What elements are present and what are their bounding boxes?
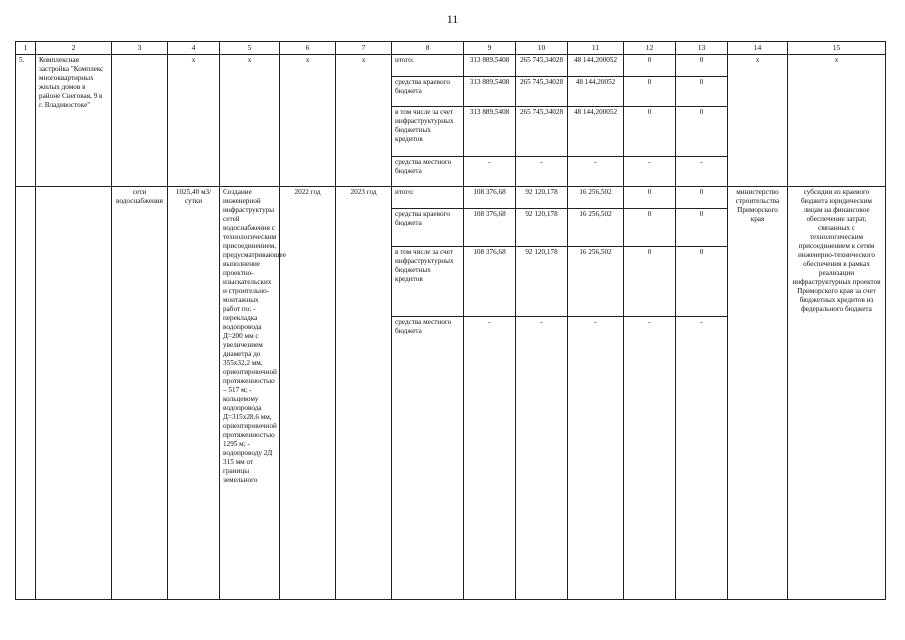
funding-label: в том числе за счет инфраструктурных бюджетных кредитов <box>392 247 464 317</box>
header-cell: 4 <box>168 42 220 55</box>
value-cell: - <box>464 157 516 187</box>
funding-label: в том числе за счет инфраструктурных бюджетных кредитов <box>392 107 464 157</box>
page-number: 11 <box>446 12 459 26</box>
value-cell: 16 256,502 <box>568 209 624 247</box>
value-cell: 0 <box>624 187 676 209</box>
start-year: 2022 год <box>280 187 336 600</box>
value-cell: 16 256,502 <box>568 187 624 209</box>
responsible-party: министерство строительства Приморского края <box>728 187 788 600</box>
end-year: 2023 год <box>336 187 392 600</box>
value-cell: 0 <box>676 247 728 317</box>
cell-x: х <box>220 55 280 187</box>
value-cell: - <box>676 157 728 187</box>
value-cell: 108 376,68 <box>464 247 516 317</box>
cell-x: х <box>280 55 336 187</box>
cell-empty <box>16 187 36 600</box>
header-cell: 15 <box>788 42 886 55</box>
funding-label: средства местного бюджета <box>392 317 464 600</box>
value-cell: - <box>568 157 624 187</box>
value-cell: 48 144,200052 <box>568 107 624 157</box>
value-cell: 108 376,68 <box>464 187 516 209</box>
project-name: Комплексная застройка "Комплекс многоквартирных жилых домов в районе Снеговая, 9 в г. Владивостоке" <box>36 55 112 187</box>
cell-x: х <box>336 55 392 187</box>
value-cell: 108 376,68 <box>464 209 516 247</box>
header-cell: 12 <box>624 42 676 55</box>
value-cell: - <box>516 317 568 600</box>
value-cell: 16 256,502 <box>568 247 624 317</box>
header-cell: 6 <box>280 42 336 55</box>
value-cell: 0 <box>624 107 676 157</box>
value-cell: 265 745,34028 <box>516 107 568 157</box>
value-cell: 313 889,5408 <box>464 107 516 157</box>
object-description: Создание инженерной инфраструктуры сетей водоснабжения с технологическим присоединением, предусматривающее выполнение проектно-изыскательских и строительно-монтажных работ по: - перекладка водопровода Д=200 мм с увеличением диаметра до 355х32,2 мм, ориентировочной протяженностью – 517 м; - кольцевому водопровода Д=315х28,6 мм, ориентировочной протяженностью 1295 м; - водопроводу 2Д 315 мм от границы земельного <box>220 187 280 600</box>
value-cell: 0 <box>676 107 728 157</box>
header-cell: 2 <box>36 42 112 55</box>
value-cell: 0 <box>624 247 676 317</box>
value-cell: 265 745,34028 <box>516 55 568 77</box>
value-cell: 48 144,20052 <box>568 77 624 107</box>
funding-label: средства краевого бюджета <box>392 77 464 107</box>
value-cell: 92 120,178 <box>516 247 568 317</box>
value-cell: 0 <box>624 55 676 77</box>
header-cell: 8 <box>392 42 464 55</box>
cell-x: х <box>788 55 886 187</box>
value-cell: 92 120,178 <box>516 209 568 247</box>
funding-label: средства краевого бюджета <box>392 209 464 247</box>
value-cell: 313 889,5408 <box>464 77 516 107</box>
header-cell: 3 <box>112 42 168 55</box>
budget-table <box>15 41 886 600</box>
cell-x: х <box>728 55 788 187</box>
value-cell: 92 120,178 <box>516 187 568 209</box>
header-cell: 13 <box>676 42 728 55</box>
value-cell: 0 <box>676 55 728 77</box>
funding-purpose: субсидии из краевого бюджета юридическим лицам на финансовое обеспечение затрат, связанных с технологическим присоединением к сетям инженерно-технического обеспечения в рамках реализации инфраструктурных проектов Приморского края за счет бюджетных кредитов из федерального бюджета <box>788 187 886 600</box>
header-cell: 14 <box>728 42 788 55</box>
table-row <box>16 187 886 209</box>
header-cell: 7 <box>336 42 392 55</box>
object-name: сети водоснабжения <box>112 187 168 600</box>
header-cell: 11 <box>568 42 624 55</box>
value-cell: 0 <box>676 209 728 247</box>
cell-empty <box>112 55 168 187</box>
funding-label: итого: <box>392 55 464 77</box>
value-cell: - <box>624 157 676 187</box>
value-cell: 0 <box>624 77 676 107</box>
value-cell: 313 889,5408 <box>464 55 516 77</box>
header-row <box>16 42 886 55</box>
value-cell: 0 <box>676 77 728 107</box>
object-capacity: 1025,40 м3/сутки <box>168 187 220 600</box>
value-cell: 48 144,200052 <box>568 55 624 77</box>
value-cell: - <box>568 317 624 600</box>
header-cell: 5 <box>220 42 280 55</box>
header-cell: 9 <box>464 42 516 55</box>
value-cell: 0 <box>676 187 728 209</box>
cell-empty <box>36 187 112 600</box>
value-cell: - <box>464 317 516 600</box>
table-row <box>16 55 886 77</box>
value-cell: - <box>624 317 676 600</box>
row-number: 5. <box>16 55 36 187</box>
value-cell: - <box>676 317 728 600</box>
funding-label: итого: <box>392 187 464 209</box>
value-cell: - <box>516 157 568 187</box>
header-cell: 10 <box>516 42 568 55</box>
funding-label: средства местного бюджета <box>392 157 464 187</box>
cell-x: х <box>168 55 220 187</box>
value-cell: 0 <box>624 209 676 247</box>
value-cell: 265 745,34028 <box>516 77 568 107</box>
header-cell: 1 <box>16 42 36 55</box>
